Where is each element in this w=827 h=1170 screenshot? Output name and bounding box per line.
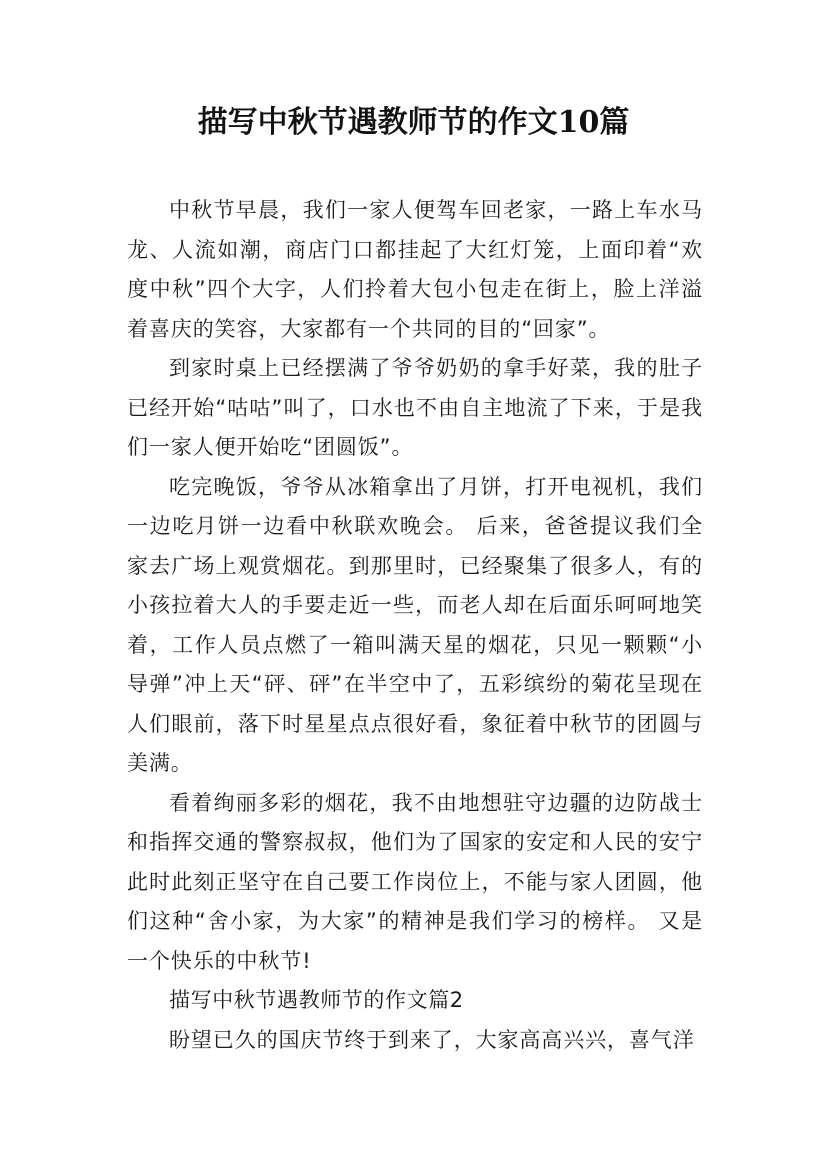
paragraph: 盼望已久的国庆节终于到来了，大家高高兴兴，喜气洋 — [169, 1027, 695, 1052]
paragraph: 看着绚丽多彩的烟花，我不由地想驻守边疆的边防战士和指挥交通的警察叔叔，他们为了国家的安定和人民的安宁此时此刻正坚守在自己要工作岗位上，不能与家人团圆，他们这种“舍小家，为大家”的精神是我们学习的榜样。 又是一个快乐的中秋节! — [127, 790, 703, 973]
paragraph: 中秋节早晨，我们一家人便驾车回老家，一路上车水马龙、人流如潮，商店门口都挂起了大红灯笼，上面印着“欢度中秋”四个大字，人们拎着大包小包走在街上，脸上洋溢着喜庆的笑容，大家都有一个共同的目的“回家”。 — [127, 198, 703, 341]
paragraph: 到家时桌上已经摆满了爷爷奶奶的拿手好菜，我的肚子已经开始“咕咕”叫了，口水也不由自主地流了下来，于是我们一家人便开始吃“团圆饭”。 — [127, 356, 703, 459]
section-heading: 描写中秋节遇教师节的作文篇2 — [169, 988, 464, 1012]
document-body — [127, 191, 703, 1060]
paragraph: 吃完晚饭，爷爷从冰箱拿出了月饼，打开电视机，我们一边吃月饼一边看中秋联欢晚会。 后来，爸爸提议我们全家去广场上观赏烟花。到那里时，已经聚集了很多人，有的小孩拉着大人的手要走近一些，而老人却在后面乐呵呵地笑着，工作人员点燃了一箱叫满天星的烟花，只见一颗颗“小导弹”冲上天“砰、砰”在半空中了，五彩缤纷的菊花呈现在人们眼前，落下时星星点点很好看，象征着中秋节的团圆与美满。 — [127, 474, 703, 775]
document-title: 描写中秋节遇教师节的作文10篇 — [197, 105, 630, 140]
